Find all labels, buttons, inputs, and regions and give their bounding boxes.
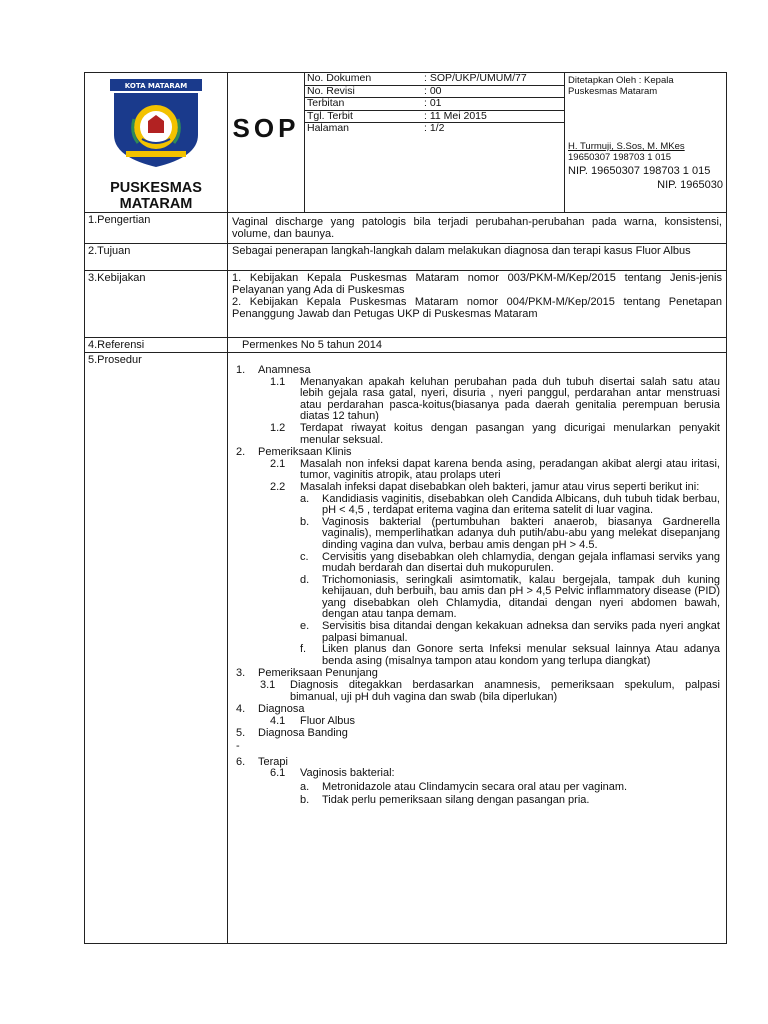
section-label-kebijakan: 3.Kebijakan [85,271,228,338]
meta-row [305,98,564,111]
substep-number: 3.1 [260,679,276,692]
substep-number: 1.1 [270,375,286,388]
step-number: 3. [236,667,246,680]
sop-document-table [84,72,727,944]
substep-text: Masalah non infeksi dapat karena benda asing, peradangan akibat alergi atau iritasi, tumor, vaginitis atropik, atau prolaps uteri [300,457,720,482]
section-label-prosedur: 5.Prosedur [85,353,228,944]
meta-key: No. Dokumen [305,73,422,85]
meta-row [305,73,564,85]
sop-mark: SOP [228,73,305,213]
point-letter: d. [300,573,310,586]
point-letter: a. [300,780,310,793]
substep-text: Masalah infeksi dapat disebabkan oleh bakteri, jamur atau virus seperti berikut ini: [300,480,700,493]
point-text: Vaginosis bakterial (pertumbuhan bakteri anaerob, biasanya Gardnerella vaginalis), memperlihatkan adanya duh putih/abu-abu yang melekat disepanjang dinding vagina dan vulva, berbau amis dengan pH > 4.5. [322,515,720,551]
substep-number: 2.1 [270,457,286,470]
logo-text: KOTA MATARAM [124,82,188,90]
point-text: Tidak perlu pemeriksaan silang dengan pasangan pria. [322,794,590,807]
procedure-step [236,365,720,377]
substep-number: 4.1 [270,714,286,727]
procedure-substep [270,768,720,780]
meta-value: : 1/2 [424,122,445,134]
procedure-content [228,353,727,944]
meta-value: : SOP/UKP/UMUM/77 [422,73,564,85]
section-text-kebijakan [228,271,727,338]
authority-block [565,73,727,213]
step-title: Pemeriksaan Penunjang [258,667,378,680]
procedure-point [300,494,720,517]
procedure-step [236,447,720,459]
procedure-point [300,621,720,644]
point-letter: c. [300,550,309,563]
procedure-point [300,517,720,552]
step-number: 2. [236,446,246,459]
procedure-dash [236,741,720,753]
point-text: Liken planus dan Gonore serta Infeksi menular seksual lainnya Atau adanya benda asing (misalnya tampon atau kondom yang terlupa diangkat) [322,643,720,667]
meta-key: Halaman [307,122,350,134]
meta-row [305,85,564,98]
step-title: Terapi [258,755,288,768]
substep-text: Vaginosis bakterial: [300,767,395,780]
meta-key: Tgl. Terbit [305,110,422,123]
point-text: Trichomoniasis, seringkali asimtomatik, kalau bergejala, tampak duh kuning kehijauan, duh berbuih, bau amis dan pH > 4,5 Pelvic inflammatory disease (PID) yang disebabkan oleh Chlamydia, ditandai dengan nyeri abdomen bawah, dengan atau tanpa demam. [322,573,720,621]
point-letter: f. [300,643,307,656]
meta-value: : 11 Mei 2015 [422,110,564,123]
section-label-pengertian: 1.Pengertian [85,213,228,244]
point-letter: b. [300,794,310,807]
meta-key: No. Revisi [305,85,422,98]
document-meta [305,73,565,213]
procedure-substep [270,459,720,482]
section-text-tujuan: Sebagai penerapan langkah-langkah dalam melakukan diagnosa dan terapi kasus Fluor Albus [228,244,727,271]
step-title: Diagnosa [258,703,305,716]
step-title: Anamnesa [258,364,311,376]
substep-text: Terdapat riwayat koitus dengan pasangan yang dicurigai menularkan penyakit menular seksual. [300,421,720,446]
substep-text: Fluor Albus [300,714,356,727]
meta-row [305,123,564,135]
procedure-substep [270,423,720,446]
step-number: 6. [236,755,246,768]
substep-number: 6.1 [270,767,286,780]
substep-text: Diagnosis ditegakkan berdasarkan anamnesis, pemeriksaan spekulum, palpasi bimanual, uji pH duh vagina dan swab (bila diperlukan) [290,679,720,703]
step-number: 4. [236,703,246,716]
dash-mark: - [236,740,240,752]
step-title: Diagnosa Banding [258,727,348,740]
procedure-point [300,782,720,794]
step-number: 5. [236,727,246,740]
meta-value: : 01 [422,98,564,111]
step-number: 1. [236,364,246,376]
procedure-substep [270,482,720,494]
point-text: Cervisitis yang disebabkan oleh chlamydia, dengan gejala inflamasi serviks yang mudah berdarah dan disertai duh mukopurulen. [322,550,720,575]
authority-nip: NIP. 19650307 198703 1 015 [568,165,711,177]
step-title: Pemeriksaan Klinis [258,446,352,459]
city-emblem-logo [108,77,204,169]
section-text-pengertian: Vaginal discharge yang patologis bila terjadi perubahan-perubahan pada warna, konsistensi, volume, dan baunya. [228,213,727,244]
procedure-step [236,728,720,740]
procedure-substep [270,716,720,728]
procedure-point [300,552,720,575]
section-label-referensi: 4.Referensi [85,338,228,353]
procedure-point [300,795,720,807]
section-label-tujuan: 2.Tujuan [85,244,228,271]
procedure-substep [270,377,720,423]
point-letter: b. [300,515,310,528]
logo-cell [85,73,228,213]
set-by-text: Ditetapkan Oleh : Kepala Puskesmas Mataram [568,75,674,97]
org-name: PUSKESMAS MATARAM [110,180,202,212]
meta-key: Terbitan [305,98,422,111]
point-text: Servisitis bisa ditandai dengan kekakuan adneksa dan serviks pada nyeri angkat palpasi bimanual. [322,620,720,644]
substep-text: Menanyakan apakah keluhan perubahan pada duh tubuh disertai salah satu atau lebih gejala rasa gatal, nyeri, disuria , nyeri panggul, perdarahan antar menstruasi atau perdarahan pasca-koitus(biasanya pada daerah genitalia perempuan berusia diatas 12 tahun) [300,375,720,423]
policy-item: 1. Kebijakan Kepala Puskesmas Mataram nomor 003/PKM-M/Kep/2015 tentang Jenis-jenis Pelayanan yang Ada di Puskesmas [232,272,722,296]
authority-nip-small: 19650307 198703 1 015 [568,152,672,163]
authority-name: H. Turmuji, S.Sos, M. MKes [568,141,685,152]
authority-nip-right: NIP. 1965030 [657,179,723,191]
point-text: Metronidazole atau Clindamycin secara oral atau per vaginam. [322,780,628,793]
procedure-substep [260,680,720,703]
meta-row [305,110,564,123]
substep-number: 2.2 [270,480,286,493]
policy-item: 2. Kebijakan Kepala Puskesmas Mataram nomor 004/PKM-M/Kep/2015 tentang Penetapan Penanggung Jawab dan Petugas UKP di Puskesmas Mataram [232,296,722,320]
meta-value: : 00 [422,85,564,98]
point-letter: a. [300,492,310,505]
section-text-referensi: Permenkes No 5 tahun 2014 [228,338,727,353]
point-text: Kandidiasis vaginitis, disebabkan oleh Candida Albicans, duh tubuh tidak berbau, pH < 4,5 , terdapat eritema vagina dan eritema satelit di luar vagina. [322,492,720,517]
procedure-point [300,644,720,667]
substep-number: 1.2 [270,421,286,434]
point-letter: e. [300,620,310,633]
procedure-point [300,575,720,621]
